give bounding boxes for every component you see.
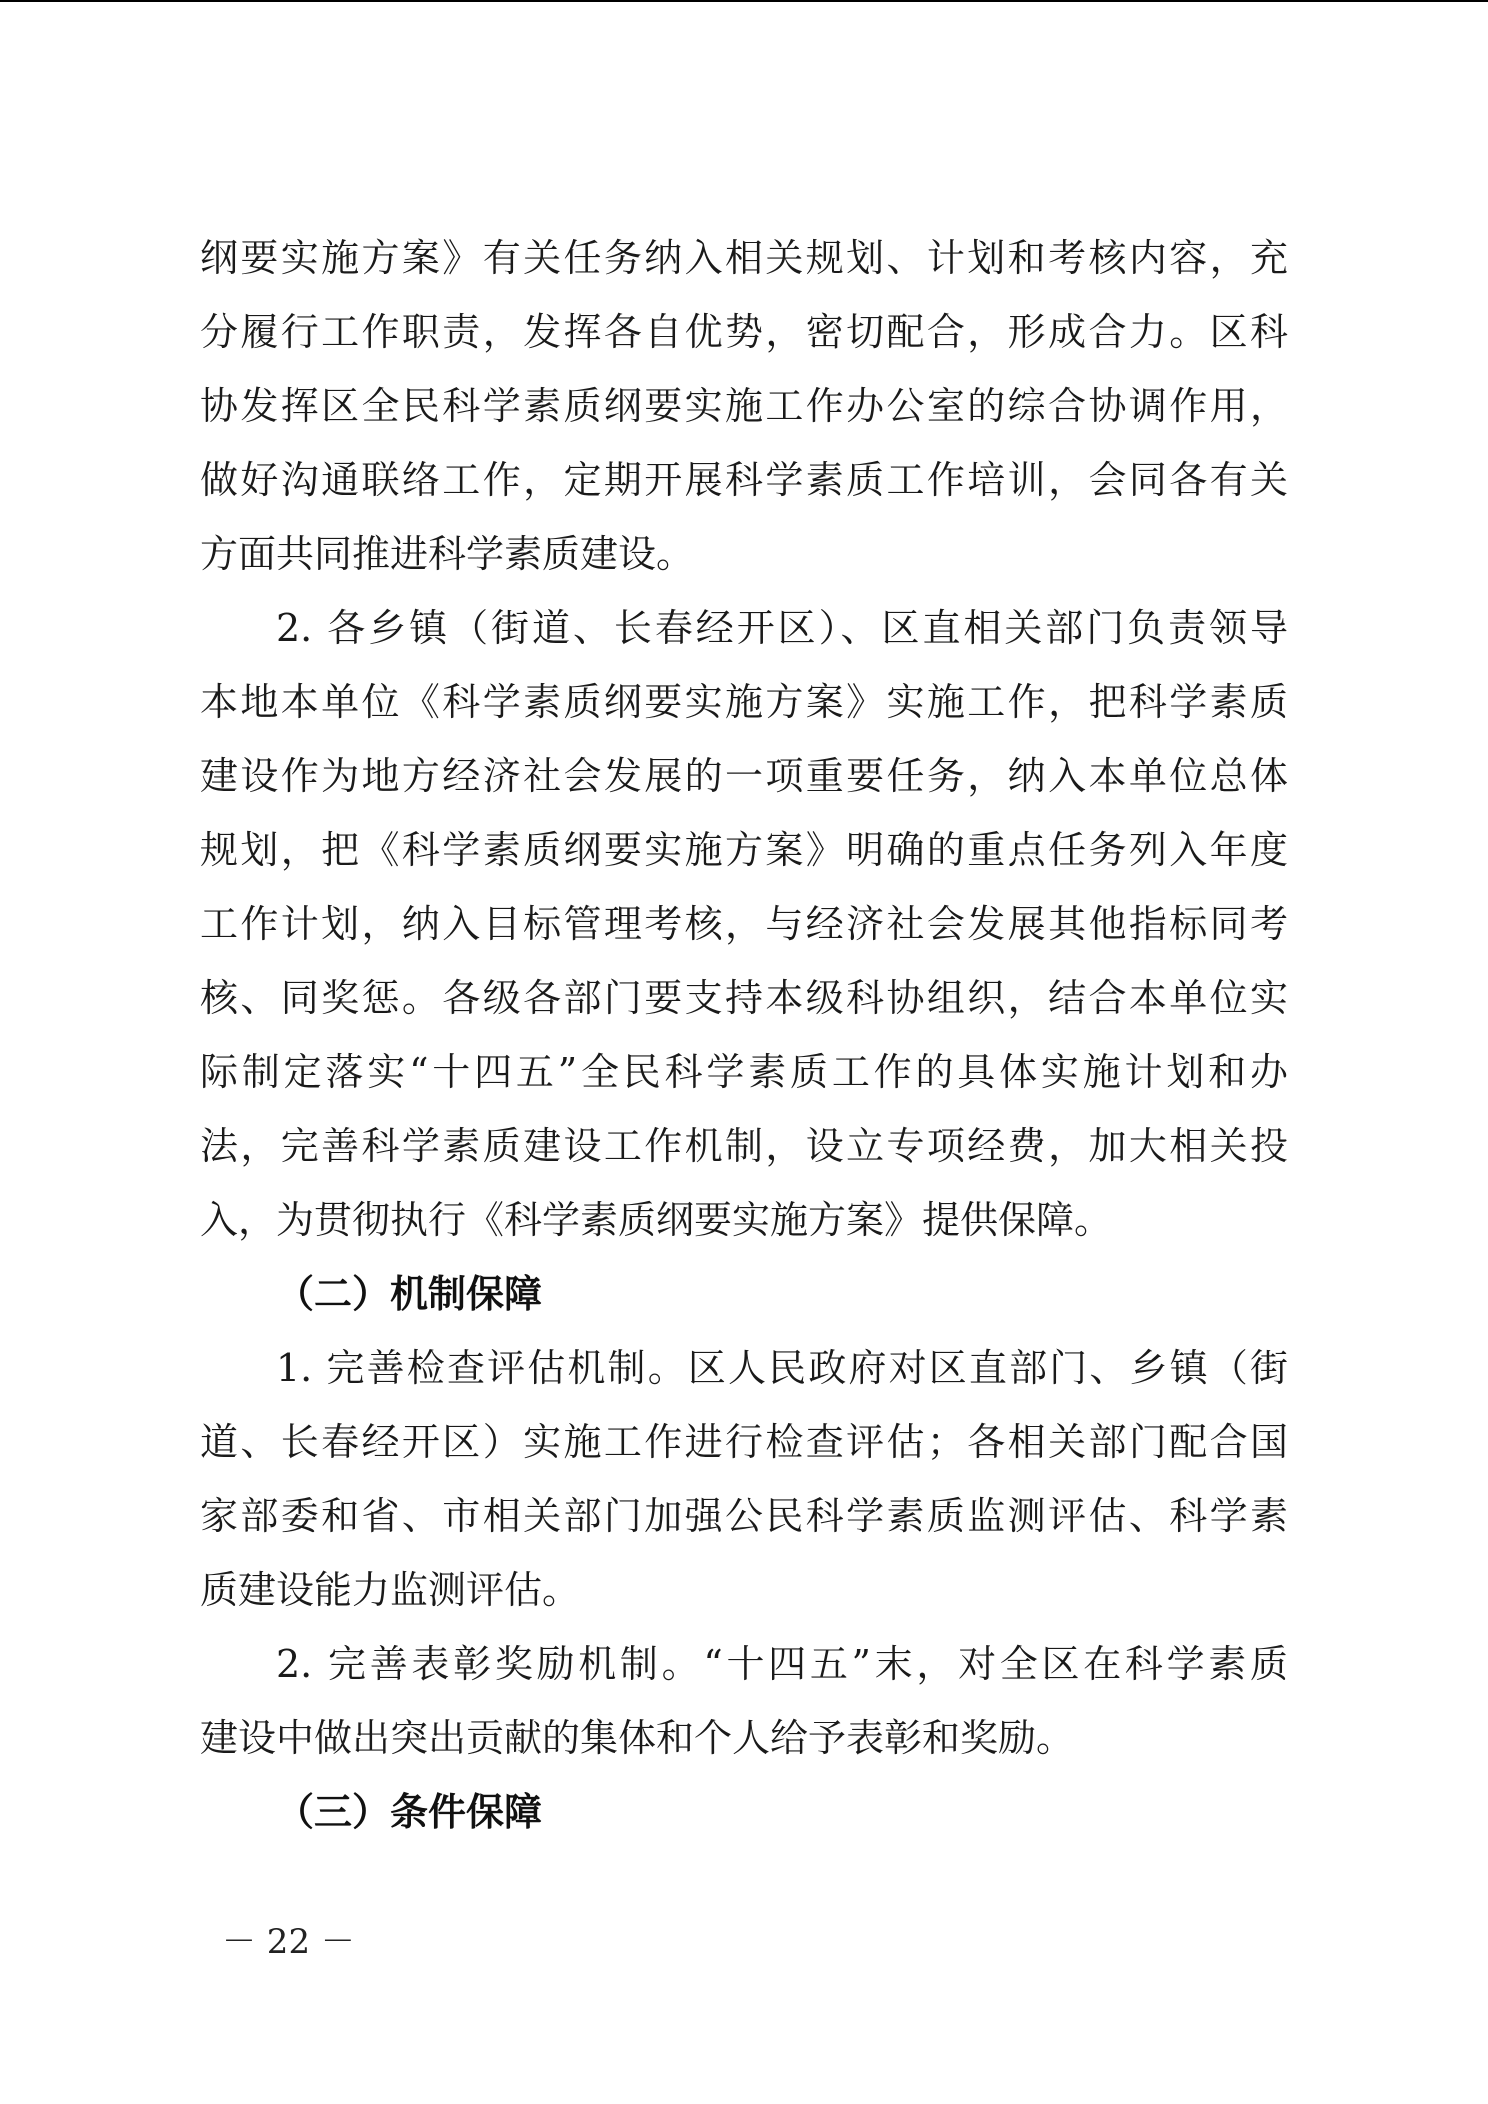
text-line: 法，完善科学素质建设工作机制，设立专项经费，加大相关投 — [200, 1124, 1288, 1168]
text-line: 家部委和省、市相关部门加强公民科学素质监测评估、科学素 — [200, 1494, 1288, 1538]
section-heading-conditions: （三）条件保障 — [276, 1790, 543, 1834]
text-line: 质建设能力监测评估。 — [200, 1568, 581, 1612]
text-line: 规划，把《科学素质纲要实施方案》明确的重点任务列入年度 — [200, 828, 1288, 872]
text-line: 方面共同推进科学素质建设。 — [200, 532, 695, 576]
text-line: 建设中做出突出贡献的集体和个人给予表彰和奖励。 — [200, 1716, 1075, 1760]
text-line: 协发挥区全民科学素质纲要实施工作办公室的综合协调作用， — [200, 384, 1288, 428]
text-line: 工作计划，纳入目标管理考核，与经济社会发展其他指标同考 — [200, 902, 1288, 946]
text-line: 道、长春经开区）实施工作进行检查评估；各相关部门配合国 — [200, 1420, 1288, 1464]
text-line: 本地本单位《科学素质纲要实施方案》实施工作，把科学素质 — [200, 680, 1288, 724]
text-line: 纲要实施方案》有关任务纳入相关规划、计划和考核内容，充 — [200, 236, 1288, 280]
text-line: 核、同奖惩。各级各部门要支持本级科协组织，结合本单位实 — [200, 976, 1288, 1020]
text-line: 建设作为地方经济社会发展的一项重要任务，纳入本单位总体 — [200, 754, 1288, 798]
text-line: 际制定落实“十四五”全民科学素质工作的具体实施计划和办 — [200, 1050, 1288, 1094]
text-line: 入，为贯彻执行《科学素质纲要实施方案》提供保障。 — [200, 1198, 1113, 1242]
text-line: 2. 完善表彰奖励机制。“十四五”末，对全区在科学素质 — [276, 1642, 1288, 1686]
top-border-rule — [0, 0, 1488, 2]
text-line: 1. 完善检查评估机制。区人民政府对区直部门、乡镇（街 — [276, 1346, 1288, 1390]
text-line: 分履行工作职责，发挥各自优势，密切配合，形成合力。区科 — [200, 310, 1288, 354]
page-number: － 22 － — [222, 1922, 355, 1962]
section-heading-mechanism: （二）机制保障 — [276, 1272, 543, 1316]
text-line: 做好沟通联络工作，定期开展科学素质工作培训，会同各有关 — [200, 458, 1288, 502]
text-line: 2. 各乡镇（街道、长春经开区）、区直相关部门负责领导 — [276, 606, 1288, 650]
